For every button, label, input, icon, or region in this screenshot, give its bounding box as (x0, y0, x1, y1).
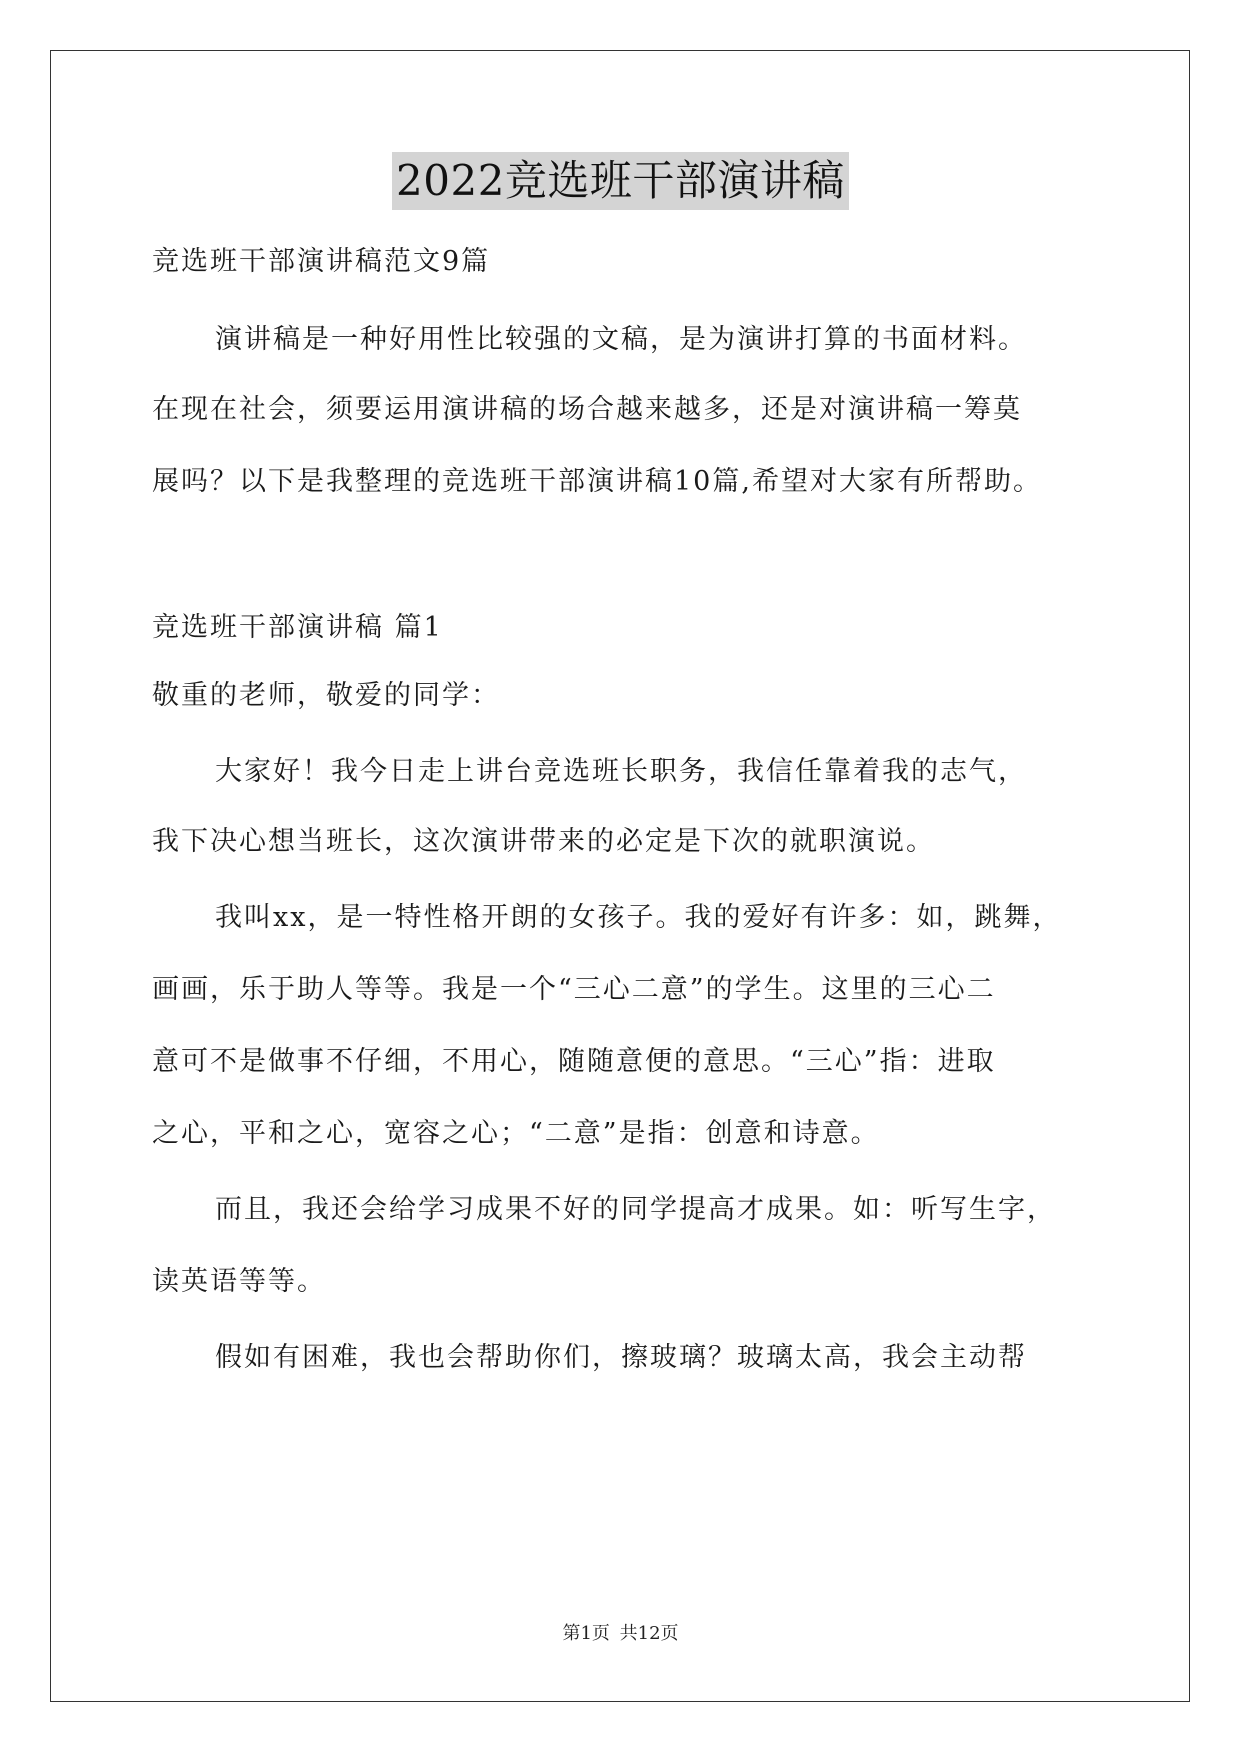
subtitle: 竞选班干部演讲稿范文9篇 (152, 246, 491, 277)
page-footer (0, 1622, 1241, 1646)
greeting: 敬重的老师，敬爱的同学： (152, 680, 500, 711)
body-line-4: 画画，乐于助人等等。我是一个“三心二意”的学生。这里的三心二 (152, 974, 996, 1005)
page-border (50, 50, 1190, 1702)
body-line-5: 意可不是做事不仔细，不用心，随随意便的意思。“三心”指：进取 (152, 1046, 996, 1077)
intro-line-1: 演讲稿是一种好用性比较强的文稿，是为演讲打算的书面材料。 (215, 324, 1027, 355)
section-heading: 竞选班干部演讲稿 篇1 (152, 612, 443, 643)
body-line-7: 而且，我还会给学习成果不好的同学提高才成果。如：听写生字， (215, 1194, 1056, 1225)
body-line-2: 我下决心想当班长，这次演讲带来的必定是下次的就职演说。 (152, 826, 935, 857)
body-line-8: 读英语等等。 (152, 1266, 326, 1297)
body-line-6: 之心，平和之心，宽容之心；“二意”是指：创意和诗意。 (152, 1118, 880, 1149)
intro-line-3: 展吗？以下是我整理的竞选班干部演讲稿10篇,希望对大家有所帮助。 (152, 466, 1042, 497)
document-title: 2022竞选班干部演讲稿 (392, 152, 849, 210)
page-total: 共12页 (619, 1623, 679, 1644)
body-line-3: 我叫xx，是一特性格开朗的女孩子。我的爱好有许多：如，跳舞， (215, 902, 1062, 933)
body-line-1: 大家好！我今日走上讲台竞选班长职务，我信任靠着我的志气， (215, 756, 1027, 787)
title-container (0, 152, 1241, 210)
page-number: 第1页 (562, 1623, 610, 1644)
body-line-9: 假如有困难，我也会帮助你们，擦玻璃？玻璃太高，我会主动帮 (215, 1342, 1027, 1373)
intro-line-2: 在现在社会，须要运用演讲稿的场合越来越多，还是对演讲稿一筹莫 (152, 394, 1022, 425)
